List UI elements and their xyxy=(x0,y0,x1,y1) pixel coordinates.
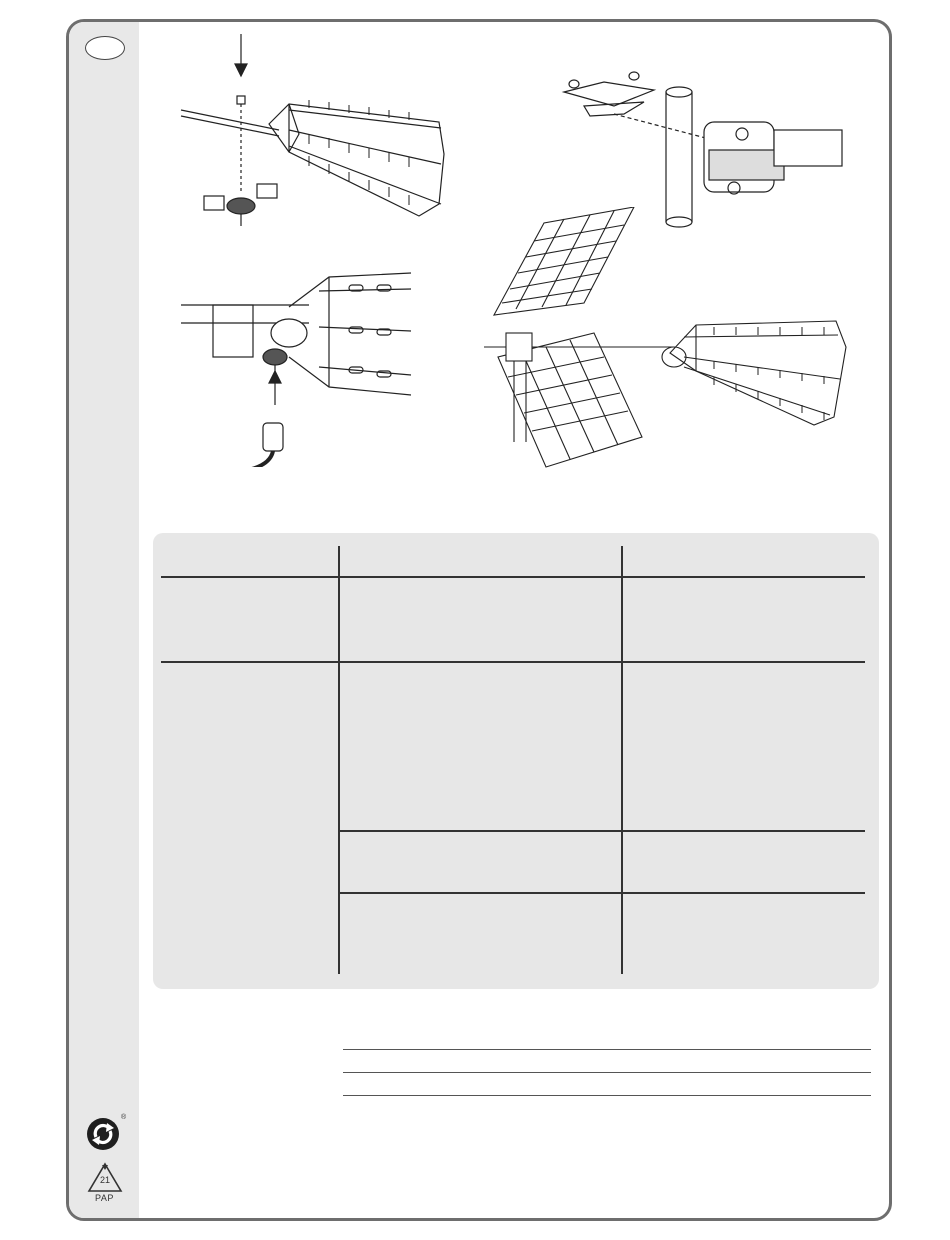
underline-rule xyxy=(343,1049,871,1050)
table-row-divider xyxy=(338,892,865,894)
table-row-divider xyxy=(161,661,865,663)
registered-mark: ® xyxy=(121,1114,127,1121)
table-column-divider xyxy=(621,546,623,974)
cable-connection-figure xyxy=(179,267,419,467)
table-row-divider xyxy=(161,576,865,578)
underline-rule xyxy=(343,1095,871,1096)
spec-table-panel xyxy=(153,533,879,989)
table-row-divider xyxy=(338,830,865,832)
page-frame xyxy=(66,19,892,1221)
pap-label: PAP xyxy=(95,1193,114,1203)
page-number-oval xyxy=(85,36,125,60)
dipole-mounting-figure xyxy=(179,34,479,234)
assembled-antenna-figure xyxy=(474,207,854,472)
pap-code: 21 xyxy=(100,1175,111,1185)
side-strip xyxy=(69,22,139,1218)
underline-rule xyxy=(343,1072,871,1073)
green-dot-recycle-icon xyxy=(85,1116,121,1152)
table-column-divider xyxy=(338,546,340,974)
